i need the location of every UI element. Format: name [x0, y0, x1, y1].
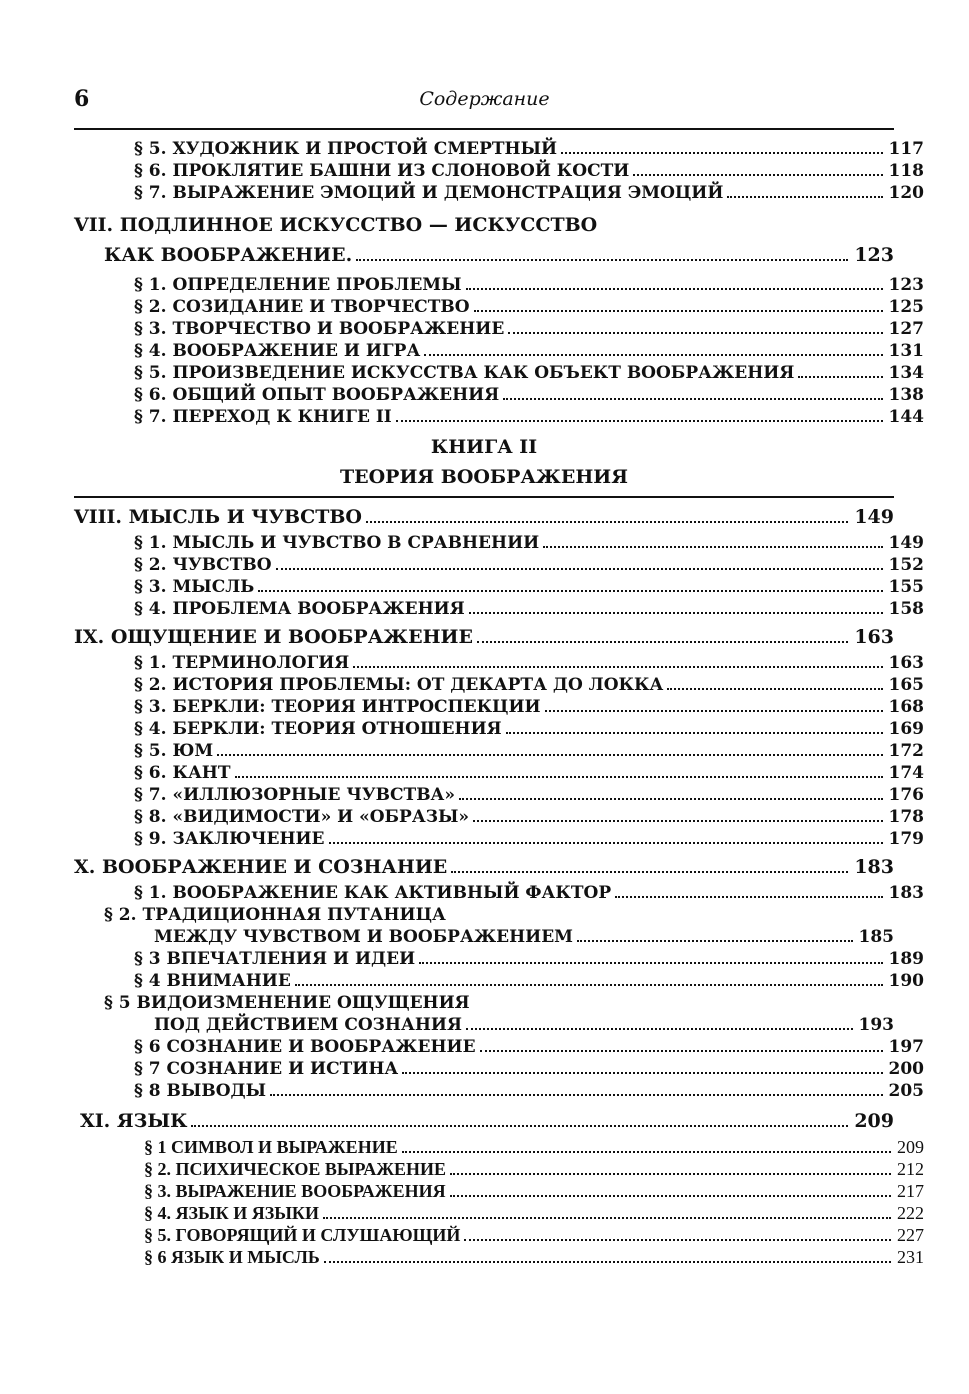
- toc-section: [104, 948, 924, 970]
- toc-section: [104, 806, 924, 828]
- toc-page-number: 209: [897, 1137, 924, 1157]
- toc-section: [104, 762, 924, 784]
- toc-page-number: 152: [888, 555, 924, 575]
- toc-section: [104, 718, 924, 740]
- toc-page-number: 205: [888, 1081, 924, 1101]
- leader-dots: [480, 1050, 883, 1052]
- toc-page-number: 227: [897, 1225, 924, 1245]
- leader-dots: [561, 152, 882, 154]
- toc-section-title: § 2. ИСТОРИЯ ПРОБЛЕМЫ: ОТ ДЕКАРТА ДО ЛОККА: [134, 675, 664, 695]
- toc-section: [104, 1224, 924, 1246]
- header-rule: [74, 128, 894, 130]
- toc-chapter-title: КАК ВООБРАЖЕНИЕ.: [104, 244, 353, 266]
- leader-dots: [615, 896, 882, 898]
- leader-dots: [466, 1028, 853, 1030]
- toc-page-number: 138: [888, 385, 924, 405]
- toc-page-number: 217: [897, 1181, 924, 1201]
- toc-page-number: 222: [897, 1203, 924, 1223]
- toc-page-number: 189: [888, 949, 924, 969]
- toc-chapter-title: IX. ОЩУЩЕНИЕ И ВООБРАЖЕНИЕ: [74, 626, 473, 648]
- leader-dots: [270, 1094, 882, 1096]
- toc-section: [104, 696, 924, 718]
- toc-section-title: § 2. СОЗИДАНИЕ И ТВОРЧЕСТВО: [134, 297, 470, 317]
- toc-page-number: 174: [888, 763, 924, 783]
- toc-section-title: § 7. ПЕРЕХОД К КНИГЕ II: [134, 407, 392, 427]
- toc-page-number: 134: [888, 363, 924, 383]
- toc-section: [104, 970, 924, 992]
- toc-page-number: 118: [888, 161, 924, 181]
- leader-dots: [235, 776, 883, 778]
- running-title: Содержание: [419, 88, 550, 110]
- leader-dots: [329, 842, 883, 844]
- toc-page-number: 190: [888, 971, 924, 991]
- toc-section: [104, 598, 924, 620]
- toc-section-title: ПОД ДЕЙСТВИЕМ СОЗНАНИЯ: [154, 1015, 462, 1035]
- toc-section-title: § 5. ПРОИЗВЕДЕНИЕ ИСКУССТВА КАК ОБЪЕКТ ВООБРАЖЕНИЯ: [134, 363, 795, 383]
- toc-section-title: § 6. ОБЩИЙ ОПЫТ ВООБРАЖЕНИЯ: [134, 385, 500, 405]
- toc-section-title: § 7. ВЫРАЖЕНИЕ ЭМОЦИЙ И ДЕМОНСТРАЦИЯ ЭМОЦИЙ: [134, 183, 724, 203]
- toc-section-title: § 6. ПРОКЛЯТИЕ БАШНИ ИЗ СЛОНОВОЙ КОСТИ: [134, 161, 630, 181]
- leader-dots: [356, 259, 848, 261]
- leader-dots: [450, 1173, 891, 1175]
- toc-section-title: § 2. ПСИХИЧЕСКОЕ ВЫРАЖЕНИЕ: [144, 1159, 447, 1179]
- toc-page-number: 168: [888, 697, 924, 717]
- toc-section-title: МЕЖДУ ЧУВСТВОМ И ВООБРАЖЕНИЕМ: [154, 927, 573, 947]
- toc-page-number: 179: [888, 829, 924, 849]
- leader-dots: [506, 732, 883, 734]
- toc-section-title: § 1 СИМВОЛ И ВЫРАЖЕНИЕ: [144, 1137, 398, 1157]
- toc-section: [104, 674, 924, 696]
- toc-page-number: 125: [888, 297, 924, 317]
- toc-section-title: § 1. ОПРЕДЕЛЕНИЕ ПРОБЛЕМЫ: [134, 275, 462, 295]
- leader-dots: [295, 984, 883, 986]
- toc-page-number: 149: [888, 533, 924, 553]
- toc-section: [104, 1202, 924, 1224]
- book-heading-number: КНИГА II: [430, 436, 538, 458]
- leader-dots: [633, 174, 882, 176]
- toc-section: [104, 1058, 924, 1080]
- leader-dots: [543, 546, 882, 548]
- toc-page-number: 172: [888, 741, 924, 761]
- toc-section: [104, 340, 924, 362]
- book-rule: [74, 496, 894, 498]
- toc-page-number: 200: [888, 1059, 924, 1079]
- toc-chapter: [74, 240, 894, 270]
- toc-section: [104, 138, 924, 160]
- toc-page-number: 193: [858, 1015, 894, 1035]
- toc-section: [104, 296, 924, 318]
- leader-dots: [469, 612, 883, 614]
- toc-section: [104, 1246, 924, 1268]
- toc-section-title: § 3. ВЫРАЖЕНИЕ ВООБРАЖЕНИЯ: [144, 1181, 446, 1201]
- toc-section: [74, 926, 894, 948]
- toc-page-number: 212: [897, 1159, 924, 1179]
- toc-chapter-title: XI. ЯЗЫК: [80, 1110, 188, 1132]
- toc-section: [104, 1180, 924, 1202]
- toc-page-number: 158: [888, 599, 924, 619]
- toc-section-title: § 5. ГОВОРЯЩИЙ И СЛУШАЮЩИЙ: [144, 1225, 461, 1245]
- toc-section-title: § 4. ВООБРАЖЕНИЕ И ИГРА: [134, 341, 421, 361]
- toc-chapter: [74, 502, 894, 532]
- toc-section-title: § 4. ПРОБЛЕМА ВООБРАЖЕНИЯ: [134, 599, 465, 619]
- leader-dots: [459, 798, 882, 800]
- leader-dots: [577, 940, 853, 942]
- toc-section: [104, 1136, 924, 1158]
- toc-section-title: § 3 ВПЕЧАТЛЕНИЯ И ИДЕИ: [134, 949, 416, 969]
- leader-dots: [450, 1195, 891, 1197]
- toc-section-title: § 6 СОЗНАНИЕ И ВООБРАЖЕНИЕ: [134, 1037, 476, 1057]
- leader-dots: [191, 1125, 848, 1127]
- toc-section-title: § 2. ЧУВСТВО: [134, 555, 272, 575]
- leader-dots: [667, 688, 882, 690]
- toc-page-number: 197: [888, 1037, 924, 1057]
- leader-dots: [402, 1151, 891, 1153]
- chapter-title-line: VII. ПОДЛИННОЕ ИСКУССТВО — ИСКУССТВО: [74, 214, 598, 236]
- leader-dots: [545, 710, 883, 712]
- toc-section-title: § 3. БЕРКЛИ: ТЕОРИЯ ИНТРОСПЕКЦИИ: [134, 697, 541, 717]
- toc-section-title: § 6. КАНТ: [134, 763, 231, 783]
- toc-chapter: [74, 622, 894, 652]
- toc-page-number: 209: [854, 1110, 894, 1132]
- toc-section-title: § 4. ЯЗЫК И ЯЗЫКИ: [144, 1203, 319, 1223]
- table-of-contents: [74, 138, 924, 1268]
- toc-page-number: 163: [854, 626, 894, 648]
- toc-section-title: § 6 ЯЗЫК И МЫСЛЬ: [144, 1247, 320, 1267]
- leader-dots: [503, 398, 882, 400]
- toc-page-number: 123: [888, 275, 924, 295]
- leader-dots: [353, 666, 882, 668]
- toc-section: [104, 274, 924, 296]
- leader-dots: [451, 871, 848, 873]
- toc-section-title: § 7. «ИЛЛЮЗОРНЫЕ ЧУВСТВА»: [134, 785, 456, 805]
- toc-page-number: 117: [888, 139, 924, 159]
- leader-dots: [217, 754, 882, 756]
- toc-page-number: 123: [854, 244, 894, 266]
- toc-section: [104, 828, 924, 850]
- toc-section-title: § 9. ЗАКЛЮЧЕНИЕ: [134, 829, 325, 849]
- toc-section-title: § 4 ВНИМАНИЕ: [134, 971, 291, 991]
- leader-dots: [798, 376, 882, 378]
- leader-dots: [473, 820, 882, 822]
- toc-section: [104, 576, 924, 598]
- toc-chapter: [74, 852, 894, 882]
- toc-page-number: 169: [888, 719, 924, 739]
- leader-dots: [727, 196, 882, 198]
- toc-section-title: § 8. «ВИДИМОСТИ» И «ОБРАЗЫ»: [134, 807, 470, 827]
- toc-page-number: 231: [897, 1247, 924, 1267]
- toc-section: [104, 882, 924, 904]
- toc-page-number: 149: [854, 506, 894, 528]
- toc-page-number: 178: [888, 807, 924, 827]
- toc-section: [104, 1158, 924, 1180]
- leader-dots: [424, 354, 882, 356]
- leader-dots: [508, 332, 882, 334]
- toc-section-title: § 1. ТЕРМИНОЛОГИЯ: [134, 653, 350, 673]
- toc-page-number: 155: [888, 577, 924, 597]
- book-heading-title: ТЕОРИЯ ВООБРАЖЕНИЯ: [339, 466, 628, 488]
- leader-dots: [419, 962, 882, 964]
- toc-section-title: § 1. ВООБРАЖЕНИЕ КАК АКТИВНЫЙ ФАКТОР: [134, 883, 612, 903]
- toc-section: [104, 1036, 924, 1058]
- leader-dots: [402, 1072, 882, 1074]
- toc-section-title: § 3. МЫСЛЬ: [134, 577, 255, 597]
- toc-page-number: 183: [854, 856, 894, 878]
- toc-chapter-title: VIII. МЫСЛЬ И ЧУВСТВО: [74, 506, 362, 528]
- toc-page-number: 165: [888, 675, 924, 695]
- toc-page-number: 163: [888, 653, 924, 673]
- toc-section: [104, 384, 924, 406]
- toc-chapter: [74, 1106, 894, 1136]
- toc-section-title: § 5. ХУДОЖНИК И ПРОСТОЙ СМЕРТНЫЙ: [134, 139, 558, 159]
- toc-section-title: § 4. БЕРКЛИ: ТЕОРИЯ ОТНОШЕНИЯ: [134, 719, 502, 739]
- toc-section: [104, 406, 924, 428]
- toc-page-number: 176: [888, 785, 924, 805]
- toc-section: [104, 532, 924, 554]
- toc-section-title-line: § 2. ТРАДИЦИОННАЯ ПУТАНИЦА: [104, 905, 446, 925]
- toc-section-title: § 7 СОЗНАНИЕ И ИСТИНА: [134, 1059, 399, 1079]
- toc-section: [104, 554, 924, 576]
- leader-dots: [464, 1239, 891, 1241]
- leader-dots: [366, 521, 848, 523]
- leader-dots: [477, 641, 848, 643]
- toc-page-number: 127: [888, 319, 924, 339]
- toc-section-title-line: § 5 ВИДОИЗМЕНЕНИЕ ОЩУЩЕНИЯ: [104, 993, 470, 1013]
- leader-dots: [324, 1261, 891, 1263]
- toc-page-number: 183: [888, 883, 924, 903]
- toc-section: [104, 182, 924, 204]
- toc-page-number: 144: [888, 407, 924, 427]
- toc-section: [74, 1014, 894, 1036]
- toc-chapter-title: X. ВООБРАЖЕНИЕ И СОЗНАНИЕ: [74, 856, 448, 878]
- toc-page-number: 131: [888, 341, 924, 361]
- leader-dots: [474, 310, 883, 312]
- toc-section-title: § 3. ТВОРЧЕСТВО И ВООБРАЖЕНИЕ: [134, 319, 505, 339]
- leader-dots: [258, 590, 882, 592]
- page-number: 6: [74, 86, 90, 112]
- toc-section: [104, 1080, 924, 1102]
- leader-dots: [323, 1217, 891, 1219]
- toc-section: [104, 652, 924, 674]
- toc-page-number: 120: [888, 183, 924, 203]
- toc-page-number: 185: [858, 927, 894, 947]
- toc-section: [104, 318, 924, 340]
- toc-section: [104, 362, 924, 384]
- leader-dots: [276, 568, 883, 570]
- toc-section-title: § 1. МЫСЛЬ И ЧУВСТВО В СРАВНЕНИИ: [134, 533, 540, 553]
- leader-dots: [396, 420, 883, 422]
- toc-section-title: § 8 ВЫВОДЫ: [134, 1081, 267, 1101]
- toc-section: [104, 740, 924, 762]
- toc-section-title: § 5. ЮМ: [134, 741, 214, 761]
- running-head: [74, 86, 895, 114]
- toc-section: [104, 784, 924, 806]
- toc-section: [104, 160, 924, 182]
- leader-dots: [466, 288, 883, 290]
